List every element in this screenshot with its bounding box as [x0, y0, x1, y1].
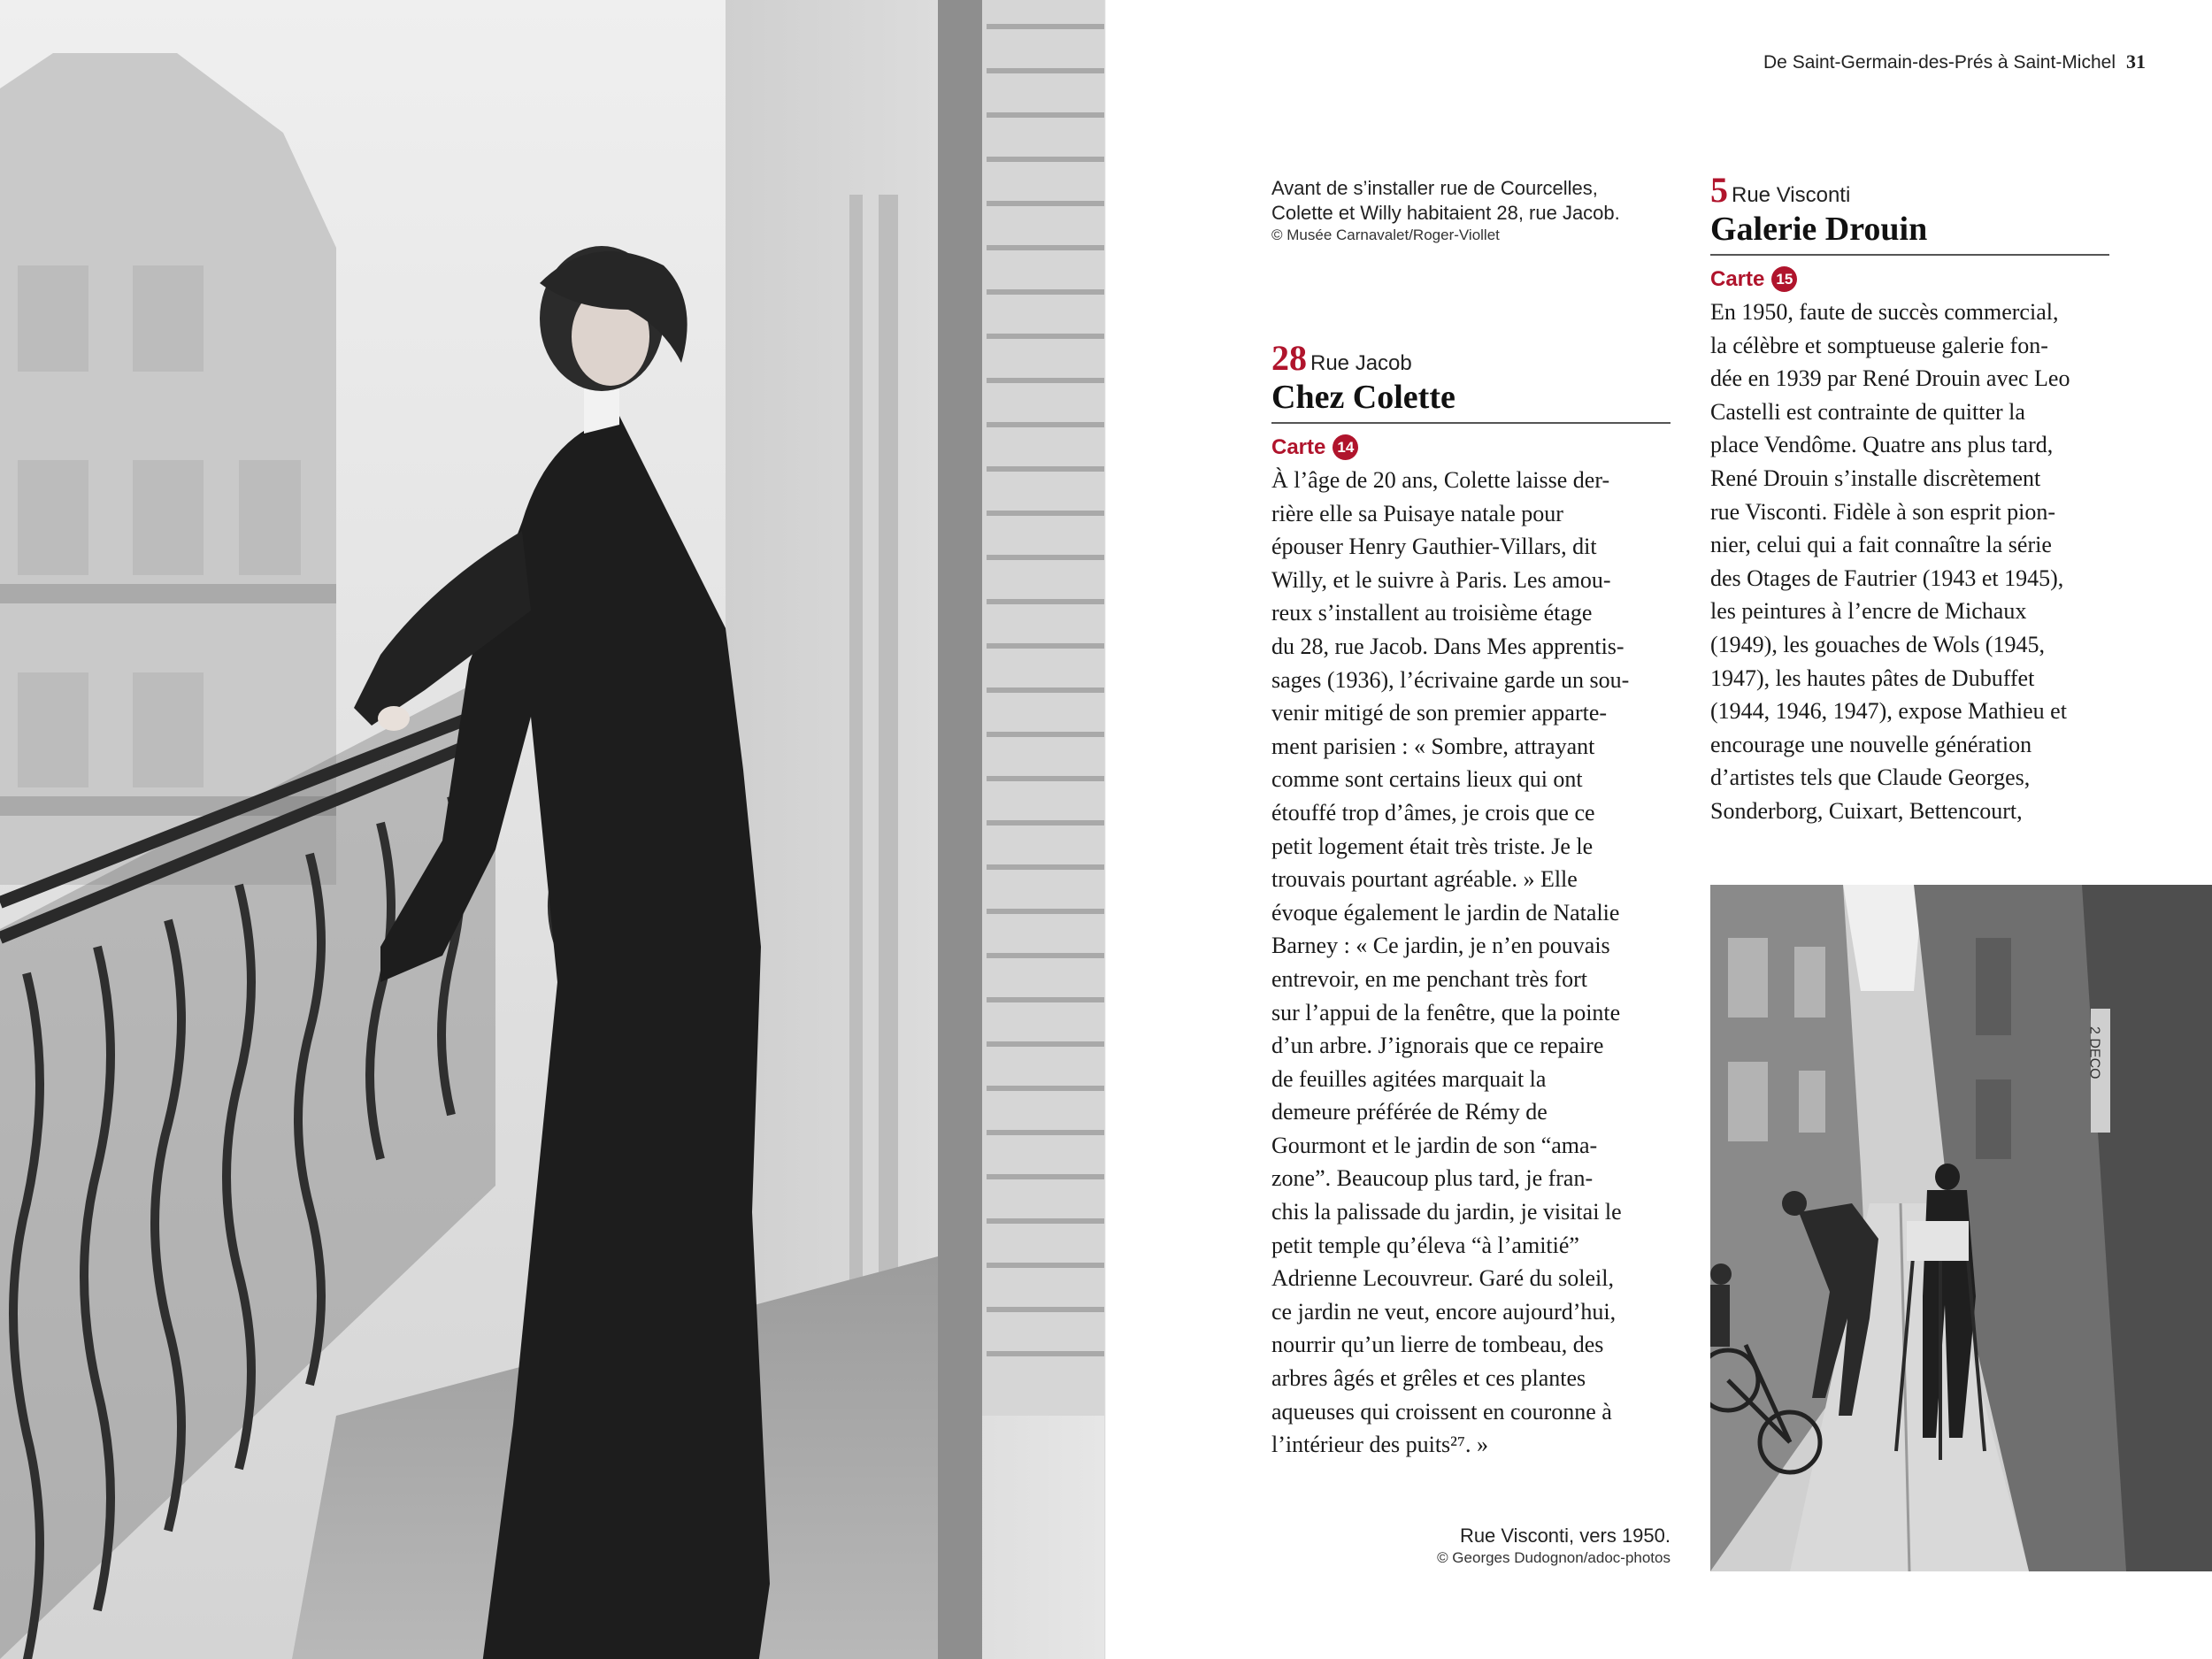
- text-line: Willy, et le suivre à Paris. Les amou-: [1271, 566, 1611, 593]
- entry-body: [1710, 296, 2109, 828]
- map-number-badge: 15: [1771, 266, 1797, 292]
- text-line: petit temple qu’éleva “à l’amitié”: [1271, 1232, 1579, 1258]
- text-line: zone”. Beaucoup plus tard, je fran-: [1271, 1165, 1594, 1192]
- entry-chez-colette: [1271, 338, 1671, 1462]
- page-number: 31: [2126, 50, 2146, 73]
- text-line: chis la palissade du jardin, je visitai le: [1271, 1199, 1622, 1225]
- map-reference: [1271, 434, 1671, 460]
- wall-sign-text: 2 DECO: [2086, 1026, 2102, 1079]
- text-line: du 28, rue Jacob. Dans Mes apprentis-: [1271, 633, 1624, 659]
- text-line: venir mitigé de son premier apparte-: [1271, 700, 1608, 726]
- text-line: À l’âge de 20 ans, Colette laisse der-: [1271, 467, 1610, 493]
- text-line: épouser Henry Gauthier-Villars, dit: [1271, 534, 1597, 560]
- caption-line: Colette et Willy habitaient 28, rue Jacob.: [1271, 202, 1620, 224]
- text-line: nourrir qu’un lierre de tombeau, des: [1271, 1332, 1604, 1358]
- text-line: Sonderborg, Cuixart, Bettencourt,: [1710, 797, 2023, 824]
- street-name: Rue Visconti: [1732, 183, 1851, 207]
- map-number-badge: 14: [1333, 434, 1358, 460]
- photo-credit: © Georges Dudognon/adoc-photos: [1437, 1549, 1671, 1566]
- text-line: arbres âgés et grêles et ces plantes: [1271, 1365, 1586, 1392]
- text-line: rue Visconti. Fidèle à son esprit pion-: [1710, 498, 2056, 525]
- text-line: En 1950, faute de succès commercial,: [1710, 299, 2059, 325]
- map-label: Carte: [1271, 434, 1326, 459]
- text-line: Castelli est contrainte de quitter la: [1710, 398, 2025, 425]
- entry-title: Chez Colette: [1271, 378, 1671, 424]
- map-label: Carte: [1710, 266, 1765, 291]
- text-line: place Vendôme. Quatre ans plus tard,: [1710, 432, 2054, 458]
- text-line: d’un arbre. J’ignorais que ce repaire: [1271, 1033, 1604, 1059]
- text-line: les peintures à l’encre de Michaux: [1710, 598, 2027, 625]
- text-line: de feuilles agitées marquait la: [1271, 1065, 1547, 1092]
- text-line: l’intérieur des puits²⁷. »: [1271, 1432, 1489, 1458]
- street-number: 5: [1710, 170, 1728, 210]
- running-head: [1763, 50, 2146, 73]
- text-line: entrevoir, en me penchant très fort: [1271, 965, 1588, 992]
- text-line: sur l’appui de la fenêtre, que la pointe: [1271, 999, 1621, 1025]
- map-reference: [1710, 266, 2109, 292]
- street-name: Rue Jacob: [1310, 351, 1412, 375]
- text-line: Adrienne Lecouvreur. Garé du soleil,: [1271, 1265, 1614, 1292]
- text-line: demeure préférée de Rémy de: [1271, 1099, 1548, 1125]
- text-line: petit logement était très triste. Je le: [1271, 833, 1594, 859]
- text-line: étouffé trop d’âmes, je crois que ce: [1271, 799, 1595, 826]
- caption-line: Rue Visconti, vers 1950.: [1459, 1525, 1671, 1547]
- street-number: 28: [1271, 338, 1307, 378]
- text-line: évoque également le jardin de Natalie: [1271, 899, 1620, 926]
- entry-body: [1271, 464, 1671, 1462]
- section-title: De Saint-Germain-des-Prés à Saint-Michel: [1763, 52, 2116, 73]
- text-line: des Otages de Fautrier (1943 et 1945),: [1710, 565, 2064, 591]
- text-line: sages (1936), l’écrivaine garde un sou-: [1271, 666, 1630, 693]
- text-line: Barney : « Ce jardin, je n’en pouvais: [1271, 933, 1610, 959]
- page-gutter: [1104, 0, 1106, 1659]
- photo-caption-visconti: [1265, 1524, 1671, 1568]
- entry-galerie-drouin: [1710, 170, 2109, 828]
- text-line: comme sont certains lieux qui ont: [1271, 766, 1583, 793]
- text-line: dée en 1939 par René Drouin avec Leo: [1710, 365, 2070, 392]
- text-line: reux s’installent au troisième étage: [1271, 600, 1593, 626]
- colette-balcony-photo: [0, 0, 1104, 1659]
- rue-visconti-photo: [1710, 885, 2212, 1571]
- photo-credit: © Musée Carnavalet/Roger-Viollet: [1271, 227, 1500, 243]
- text-line: trouvais pourtant agréable. » Elle: [1271, 866, 1578, 893]
- text-line: encourage une nouvelle génération: [1710, 731, 2032, 757]
- text-line: d’artistes tels que Claude Georges,: [1710, 764, 2031, 791]
- text-line: René Drouin s’installe discrètement: [1710, 465, 2041, 491]
- entry-title: Galerie Drouin: [1710, 210, 2109, 256]
- text-line: Gourmont et le jardin de son “ama-: [1271, 1132, 1598, 1158]
- text-line: (1949), les gouaches de Wols (1945,: [1710, 631, 2045, 657]
- text-line: nier, celui qui a fait connaître la série: [1710, 532, 2052, 558]
- entry-address: [1710, 170, 2109, 210]
- text-line: (1944, 1946, 1947), expose Mathieu et: [1710, 698, 2067, 725]
- entry-address: [1271, 338, 1671, 378]
- text-line: ment parisien : « Sombre, attrayant: [1271, 733, 1595, 759]
- caption-line: Avant de s’installer rue de Courcelles,: [1271, 177, 1598, 199]
- text-line: aqueuses qui croissent en couronne à: [1271, 1398, 1612, 1425]
- text-line: ce jardin ne veut, encore aujourd’hui,: [1271, 1298, 1617, 1325]
- photo-caption-colette: [1271, 176, 1670, 245]
- text-line: la célèbre et somptueuse galerie fon-: [1710, 332, 2048, 358]
- text-line: 1947), les hautes pâtes de Dubuffet: [1710, 664, 2035, 691]
- text-line: rière elle sa Puisaye natale pour: [1271, 500, 1563, 526]
